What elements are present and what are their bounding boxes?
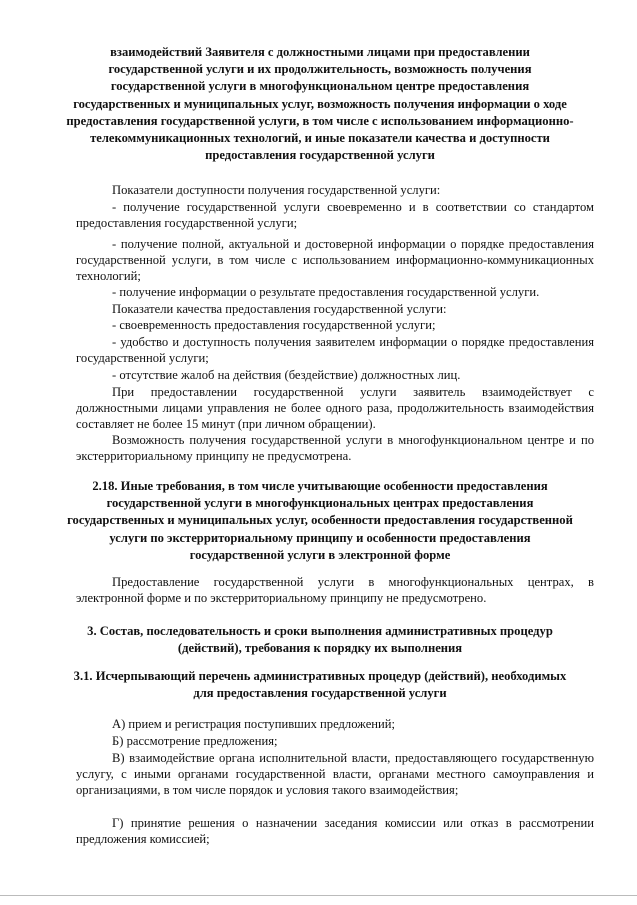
- list-item: В) взаимодействие органа исполнительной власти, предоставляющего государственную услугу, с иными органами государственной власти, органами местного самоуправления и организациями, в том числе порядок и условия такого взаимодействия;: [76, 751, 594, 798]
- list-item: Г) принятие решения о назначении заседания комиссии или отказ в рассмотрении предложения комиссией;: [76, 816, 594, 847]
- paragraph-mfc: Возможность получения государственной услуги в многофункциональном центре и по экстерриториальному принципу не предусмотрена.: [76, 433, 594, 464]
- paragraph-2-18: Предоставление государственной услуги в многофункциональных центрах, в электронной форме и по экстерриториальному принципу не предусмотрено.: [76, 575, 594, 606]
- page-bottom-edge: [0, 895, 637, 896]
- paragraph-interaction: При предоставлении государственной услуги заявитель взаимодействует с должностными лицами управления не более одного раза, продолжительность взаимодействия составляет не более 15 минут (при личном обращении).: [76, 385, 594, 432]
- paragraph-accessibility-title: Показатели доступности получения государственной услуги:: [112, 183, 441, 197]
- paragraph-quality-title: Показатели качества предоставления государственной услуги:: [112, 302, 447, 316]
- section-heading-3: 3. Состав, последовательность и сроки выполнения административных процедур (действий), требования к порядку их выполнения: [87, 624, 553, 656]
- list-item: - своевременность предоставления государственной услуги;: [112, 318, 436, 332]
- list-item: - отсутствие жалоб на действия (бездействие) должностных лиц.: [112, 368, 461, 382]
- section-heading-2-18: 2.18. Иные требования, в том числе учитывающие особенности предоставления государственной услуги в многофункциональных центрах предоставления государственных и муниципальных услуг, особенности предоставления государственной услуги по экстерриториальному принципу и особенности предоставления государственной услуги в электронной форме: [67, 479, 573, 562]
- list-item: А) прием и регистрация поступивших предложений;: [112, 717, 396, 731]
- section-heading-3-1: 3.1. Исчерпывающий перечень административных процедур (действий), необходимых для предоставления государственной услуги: [73, 669, 567, 701]
- section-heading-2-17-tail: взаимодействий Заявителя с должностными лицами при предоставлении государственной услуги и их продолжительность, возможность получения государственной услуги в многофункциональном центре предоставления государственных и муниципальных услуг, возможность получения информации о ходе предоставления государственной услуги, в том числе с использованием информационно-телекоммуникационных технологий, и иные показатели качества и доступности предоставления государственной услуги: [66, 45, 574, 163]
- list-item: - получение информации о результате предоставления государственной услуги.: [112, 285, 540, 299]
- list-item: - получение государственной услуги своевременно и в соответствии со стандартом предоставления государственной услуги;: [76, 200, 594, 231]
- list-item: Б) рассмотрение предложения;: [112, 734, 278, 748]
- list-item: - удобство и доступность получения заявителем информации о порядке предоставления государственной услуги;: [76, 335, 594, 366]
- list-item: - получение полной, актуальной и достоверной информации о порядке предоставления государственной услуги, в том числе с использованием информационно-коммуникационных технологий;: [76, 237, 594, 284]
